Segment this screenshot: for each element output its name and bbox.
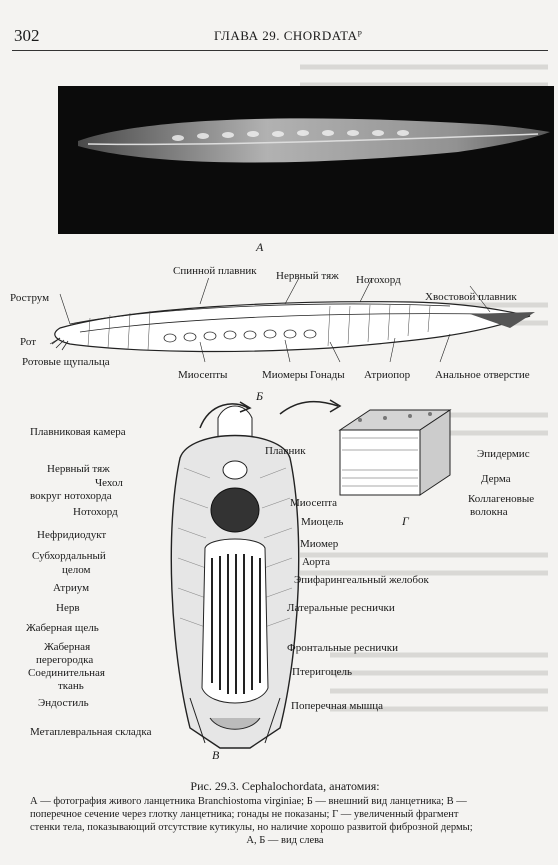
caption-line-1: А — фотография живого ланцетника Branchiostoma virginiae; Б — внешний вид ланцетника; В — bbox=[30, 796, 467, 807]
photo-lancelet bbox=[58, 86, 554, 234]
diagram-skin-block bbox=[330, 400, 460, 510]
figure-caption bbox=[30, 780, 540, 847]
label-myomeres: Миомеры bbox=[262, 369, 308, 381]
label-lateral-cilia: Латеральные реснички bbox=[287, 602, 395, 614]
label-myosepta-b: Миосепты bbox=[178, 369, 228, 381]
lancelet-photo-image bbox=[58, 86, 554, 234]
label-transverse-muscle: Поперечная мышца bbox=[291, 700, 384, 712]
label-myosepta-v: Миосепта bbox=[290, 497, 338, 509]
label-mouth: Рот bbox=[20, 336, 37, 348]
label-atrium: Атриум bbox=[53, 582, 90, 594]
label-aorta: Аорта bbox=[302, 556, 331, 568]
label-collagen-2: волокна bbox=[470, 506, 508, 518]
caption-line-4: А, Б — вид слева bbox=[246, 835, 324, 846]
label-pterygocoel: Птеригоцель bbox=[292, 666, 353, 678]
label-myomere: Миомер bbox=[300, 538, 339, 550]
label-caudal-fin: Хвостовой плавник bbox=[425, 291, 517, 303]
label-atriopore: Атриопор bbox=[364, 369, 411, 381]
arrow-connectors bbox=[180, 392, 350, 432]
label-nephridioduct: Нефридиодукт bbox=[37, 529, 107, 541]
label-notochord-v: Нотохорд bbox=[73, 506, 118, 518]
label-metapleural: Метаплевральная складка bbox=[30, 726, 152, 738]
label-gill-slit: Жаберная щель bbox=[26, 622, 99, 634]
figure-label-v: В bbox=[212, 748, 220, 762]
caption-title: Рис. 29.3. Cephalochordata, анатомия: bbox=[190, 779, 380, 793]
label-notochord-b: Нотохорд bbox=[356, 274, 401, 286]
caption-line-2: поперечное сечение через глотку ланцетника; гонады не показаны; Г — увеличенный фрагмент bbox=[30, 809, 459, 820]
caption-line-3: стенки тела, показывающий отсутствие кутикулы, но наличие хорошо развитой фиброзной дермы; bbox=[30, 822, 473, 833]
page-number: 302 bbox=[14, 26, 40, 45]
label-epidermis: Эпидермис bbox=[477, 448, 530, 460]
figure-label-b: Б bbox=[256, 389, 264, 403]
label-collagen-1: Коллагеновые bbox=[468, 493, 535, 505]
label-gill-septum-1: Жаберная bbox=[44, 641, 91, 653]
label-fin: Плавник bbox=[265, 445, 306, 457]
label-sheath-1: Чехол bbox=[95, 477, 123, 489]
figure-label-g: Г bbox=[402, 514, 409, 528]
label-nerve-cord-v: Нервный тяж bbox=[47, 463, 110, 475]
label-myocoel: Миоцель bbox=[301, 516, 344, 528]
label-endostyle: Эндостиль bbox=[38, 697, 89, 709]
label-dermis: Дерма bbox=[481, 473, 511, 485]
label-fin-chamber: Плавниковая камера bbox=[30, 426, 126, 438]
header-rule bbox=[12, 50, 548, 51]
label-connective-1: Соединительная bbox=[28, 667, 105, 679]
label-rostrum: Рострум bbox=[10, 292, 50, 304]
label-frontal-cilia: Фронтальные реснички bbox=[287, 642, 398, 654]
label-epipharyngeal: Эпифарингеальный желобок bbox=[294, 574, 429, 586]
chapter-title: ГЛАВА 29. CHORDATAᴾ bbox=[214, 28, 363, 43]
label-subchordal-1: Субхордальный bbox=[32, 550, 106, 562]
label-sheath-2: вокруг нотохорда bbox=[30, 490, 112, 502]
label-nerve: Нерв bbox=[56, 602, 80, 614]
label-subchordal-2: целом bbox=[62, 564, 91, 576]
label-nerve-cord-b: Нервный тяж bbox=[276, 270, 339, 282]
label-oral-tentacles: Ротовые щупальца bbox=[22, 356, 110, 368]
label-anus: Анальное отверстие bbox=[435, 369, 530, 381]
label-dorsal-fin: Спинной плавник bbox=[173, 265, 257, 277]
label-connective-2: ткань bbox=[58, 680, 84, 692]
label-gonads: Гонады bbox=[310, 369, 345, 381]
figure-label-a: А bbox=[256, 240, 264, 254]
label-gill-septum-2: перегородка bbox=[36, 654, 94, 666]
